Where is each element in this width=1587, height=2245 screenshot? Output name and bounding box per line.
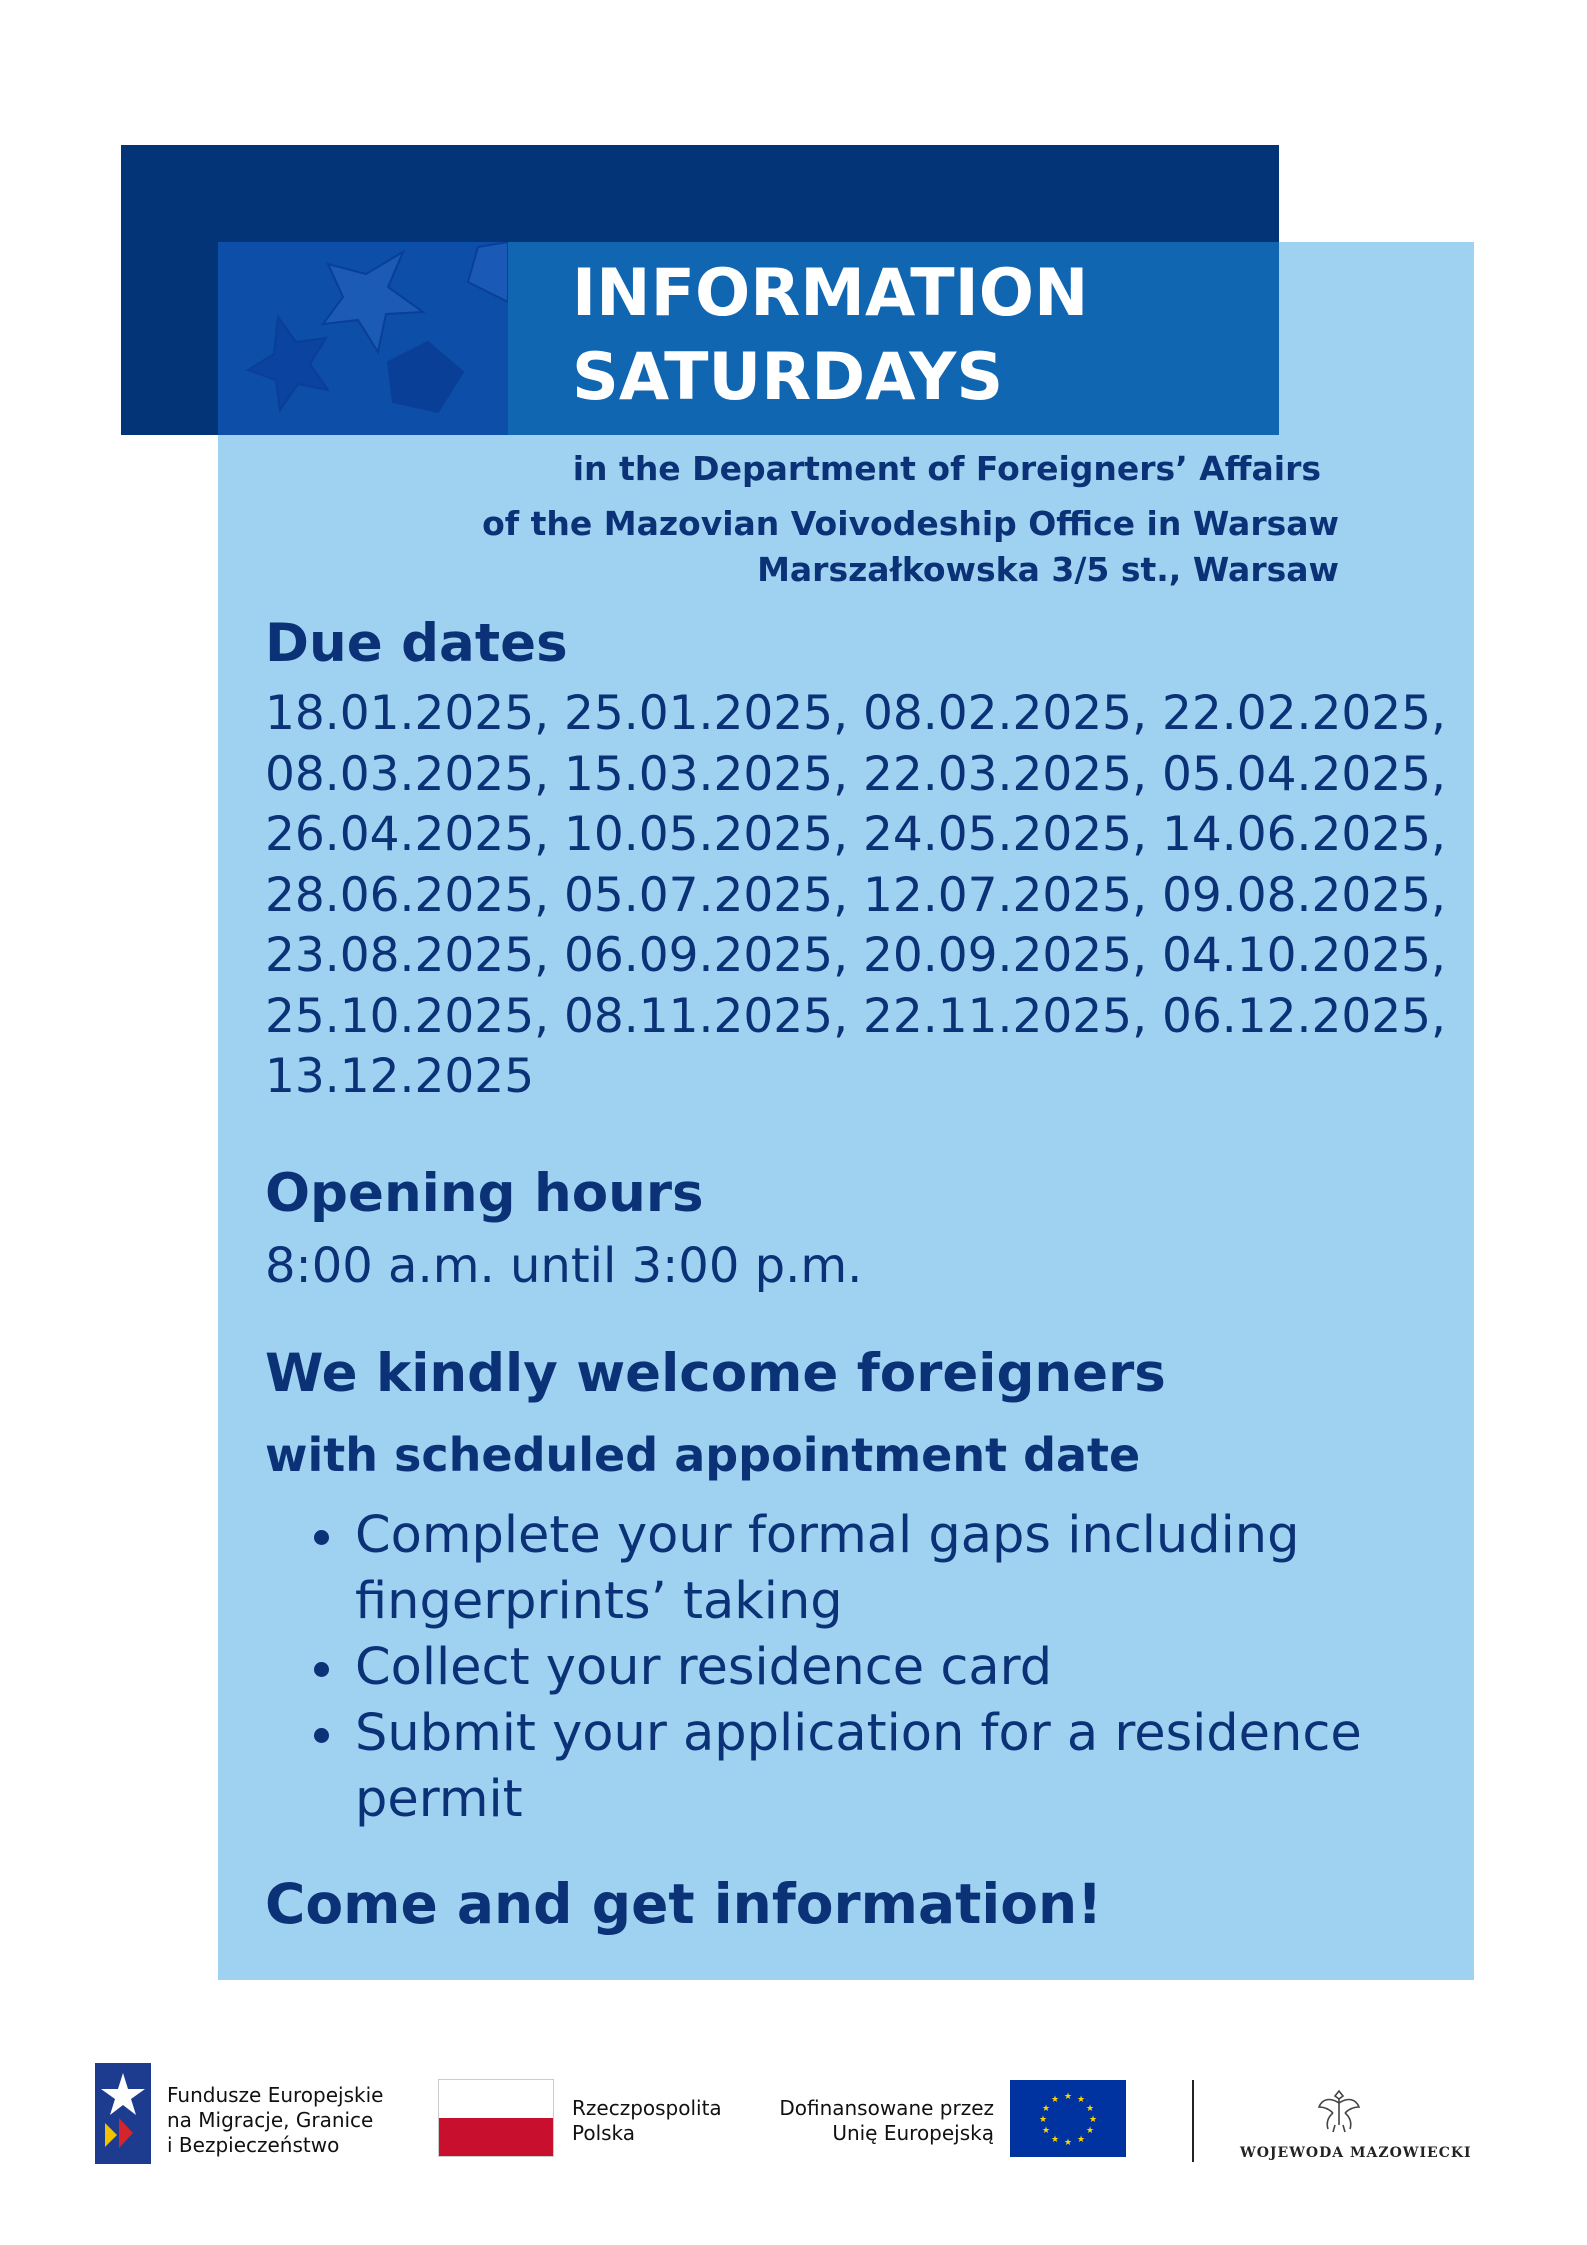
due-dates-heading: Due dates xyxy=(265,613,568,674)
opening-hours-text: 8:00 a.m. until 3:00 p.m. xyxy=(265,1238,863,1294)
bullet-icon xyxy=(314,1530,329,1545)
svg-text:★: ★ xyxy=(1038,2115,1048,2125)
eu-line-2: Unię Europejską xyxy=(832,2121,994,2145)
list-item-text: Complete your formal gaps including fingerprints’ taking xyxy=(355,1506,1300,1631)
rp-logo-text xyxy=(572,2096,722,2146)
due-dates-line: 26.04.2025, 10.05.2025, 24.05.2025, 14.06.2025, xyxy=(265,807,1446,862)
list-item xyxy=(310,1635,1430,1701)
svg-text:★: ★ xyxy=(1041,2104,1051,2114)
welcome-heading: We kindly welcome foreigners xyxy=(265,1343,1166,1404)
star-decoration xyxy=(218,242,508,435)
title-line-2: SATURDAYS xyxy=(572,340,1004,415)
svg-text:★: ★ xyxy=(1085,2104,1095,2114)
bullet-icon xyxy=(314,1662,329,1677)
subtitle-department: in the Department of Foreigners’ Affairs xyxy=(572,449,1321,488)
fe-logo-text xyxy=(167,2083,383,2158)
due-dates-line: 28.06.2025, 05.07.2025, 12.07.2025, 09.08.2025, xyxy=(265,867,1446,923)
svg-text:★: ★ xyxy=(1041,2126,1051,2136)
due-dates-line: 08.03.2025, 15.03.2025, 22.03.2025, 05.04.2025, xyxy=(265,746,1446,802)
welcome-subheading: with scheduled appointment date xyxy=(265,1428,1141,1482)
bullet-icon xyxy=(314,1728,329,1743)
polish-eagle-emblem-icon xyxy=(1316,2085,1362,2135)
due-dates-line: 13.12.2025 xyxy=(265,1049,535,1104)
rp-line-1: Rzeczpospolita xyxy=(572,2096,722,2120)
svg-text:★: ★ xyxy=(1076,2095,1086,2105)
fe-line-1: Fundusze Europejskie xyxy=(167,2083,384,2107)
svg-text:★: ★ xyxy=(1050,2095,1060,2105)
list-item xyxy=(310,1701,1430,1833)
fe-line-2: na Migracje, Granice xyxy=(167,2108,374,2132)
services-list xyxy=(310,1503,1430,1833)
svg-text:★: ★ xyxy=(1063,2138,1073,2148)
wojewoda-logo-text: WOJEWODA MAZOWIECKI xyxy=(1240,2145,1472,2161)
list-item-text: Submit your application for a residence permit xyxy=(355,1704,1362,1829)
rp-line-2: Polska xyxy=(572,2121,636,2145)
opening-hours-heading: Opening hours xyxy=(265,1163,704,1224)
eu-line-1: Dofinansowane przez xyxy=(779,2096,994,2120)
list-item-text: Collect your residence card xyxy=(355,1638,1053,1697)
svg-text:★: ★ xyxy=(1076,2135,1086,2145)
svg-text:★: ★ xyxy=(1088,2115,1098,2125)
subtitle-office: of the Mazovian Voivodeship Office in Warsaw xyxy=(482,504,1339,543)
svg-text:★: ★ xyxy=(1050,2135,1060,2145)
page-title xyxy=(572,252,1172,420)
subtitle-address: Marszałkowska 3/5 st., Warsaw xyxy=(757,550,1339,589)
closing-call-to-action: Come and get information! xyxy=(265,1872,1103,1936)
svg-text:★: ★ xyxy=(1063,2092,1073,2102)
title-line-1: INFORMATION xyxy=(572,256,1089,331)
eu-logo-text xyxy=(776,2096,994,2146)
eu-flag-icon xyxy=(1010,2080,1126,2157)
polish-flag-icon xyxy=(438,2079,554,2157)
due-dates-line: 25.10.2025, 08.11.2025, 22.11.2025, 06.12.2025, xyxy=(265,988,1446,1044)
due-dates-line: 18.01.2025, 25.01.2025, 08.02.2025, 22.02.2025, xyxy=(265,686,1446,741)
fe-line-3: i Bezpieczeństwo xyxy=(167,2133,340,2157)
fundusze-europejskie-logo-icon xyxy=(95,2063,151,2164)
star-pattern-icon xyxy=(218,242,508,435)
list-item xyxy=(310,1503,1430,1635)
due-dates-line: 23.08.2025, 06.09.2025, 20.09.2025, 04.10.2025, xyxy=(265,928,1446,983)
due-dates-list xyxy=(265,684,1446,1108)
footer-divider xyxy=(1192,2080,1194,2162)
svg-text:★: ★ xyxy=(1085,2126,1095,2136)
